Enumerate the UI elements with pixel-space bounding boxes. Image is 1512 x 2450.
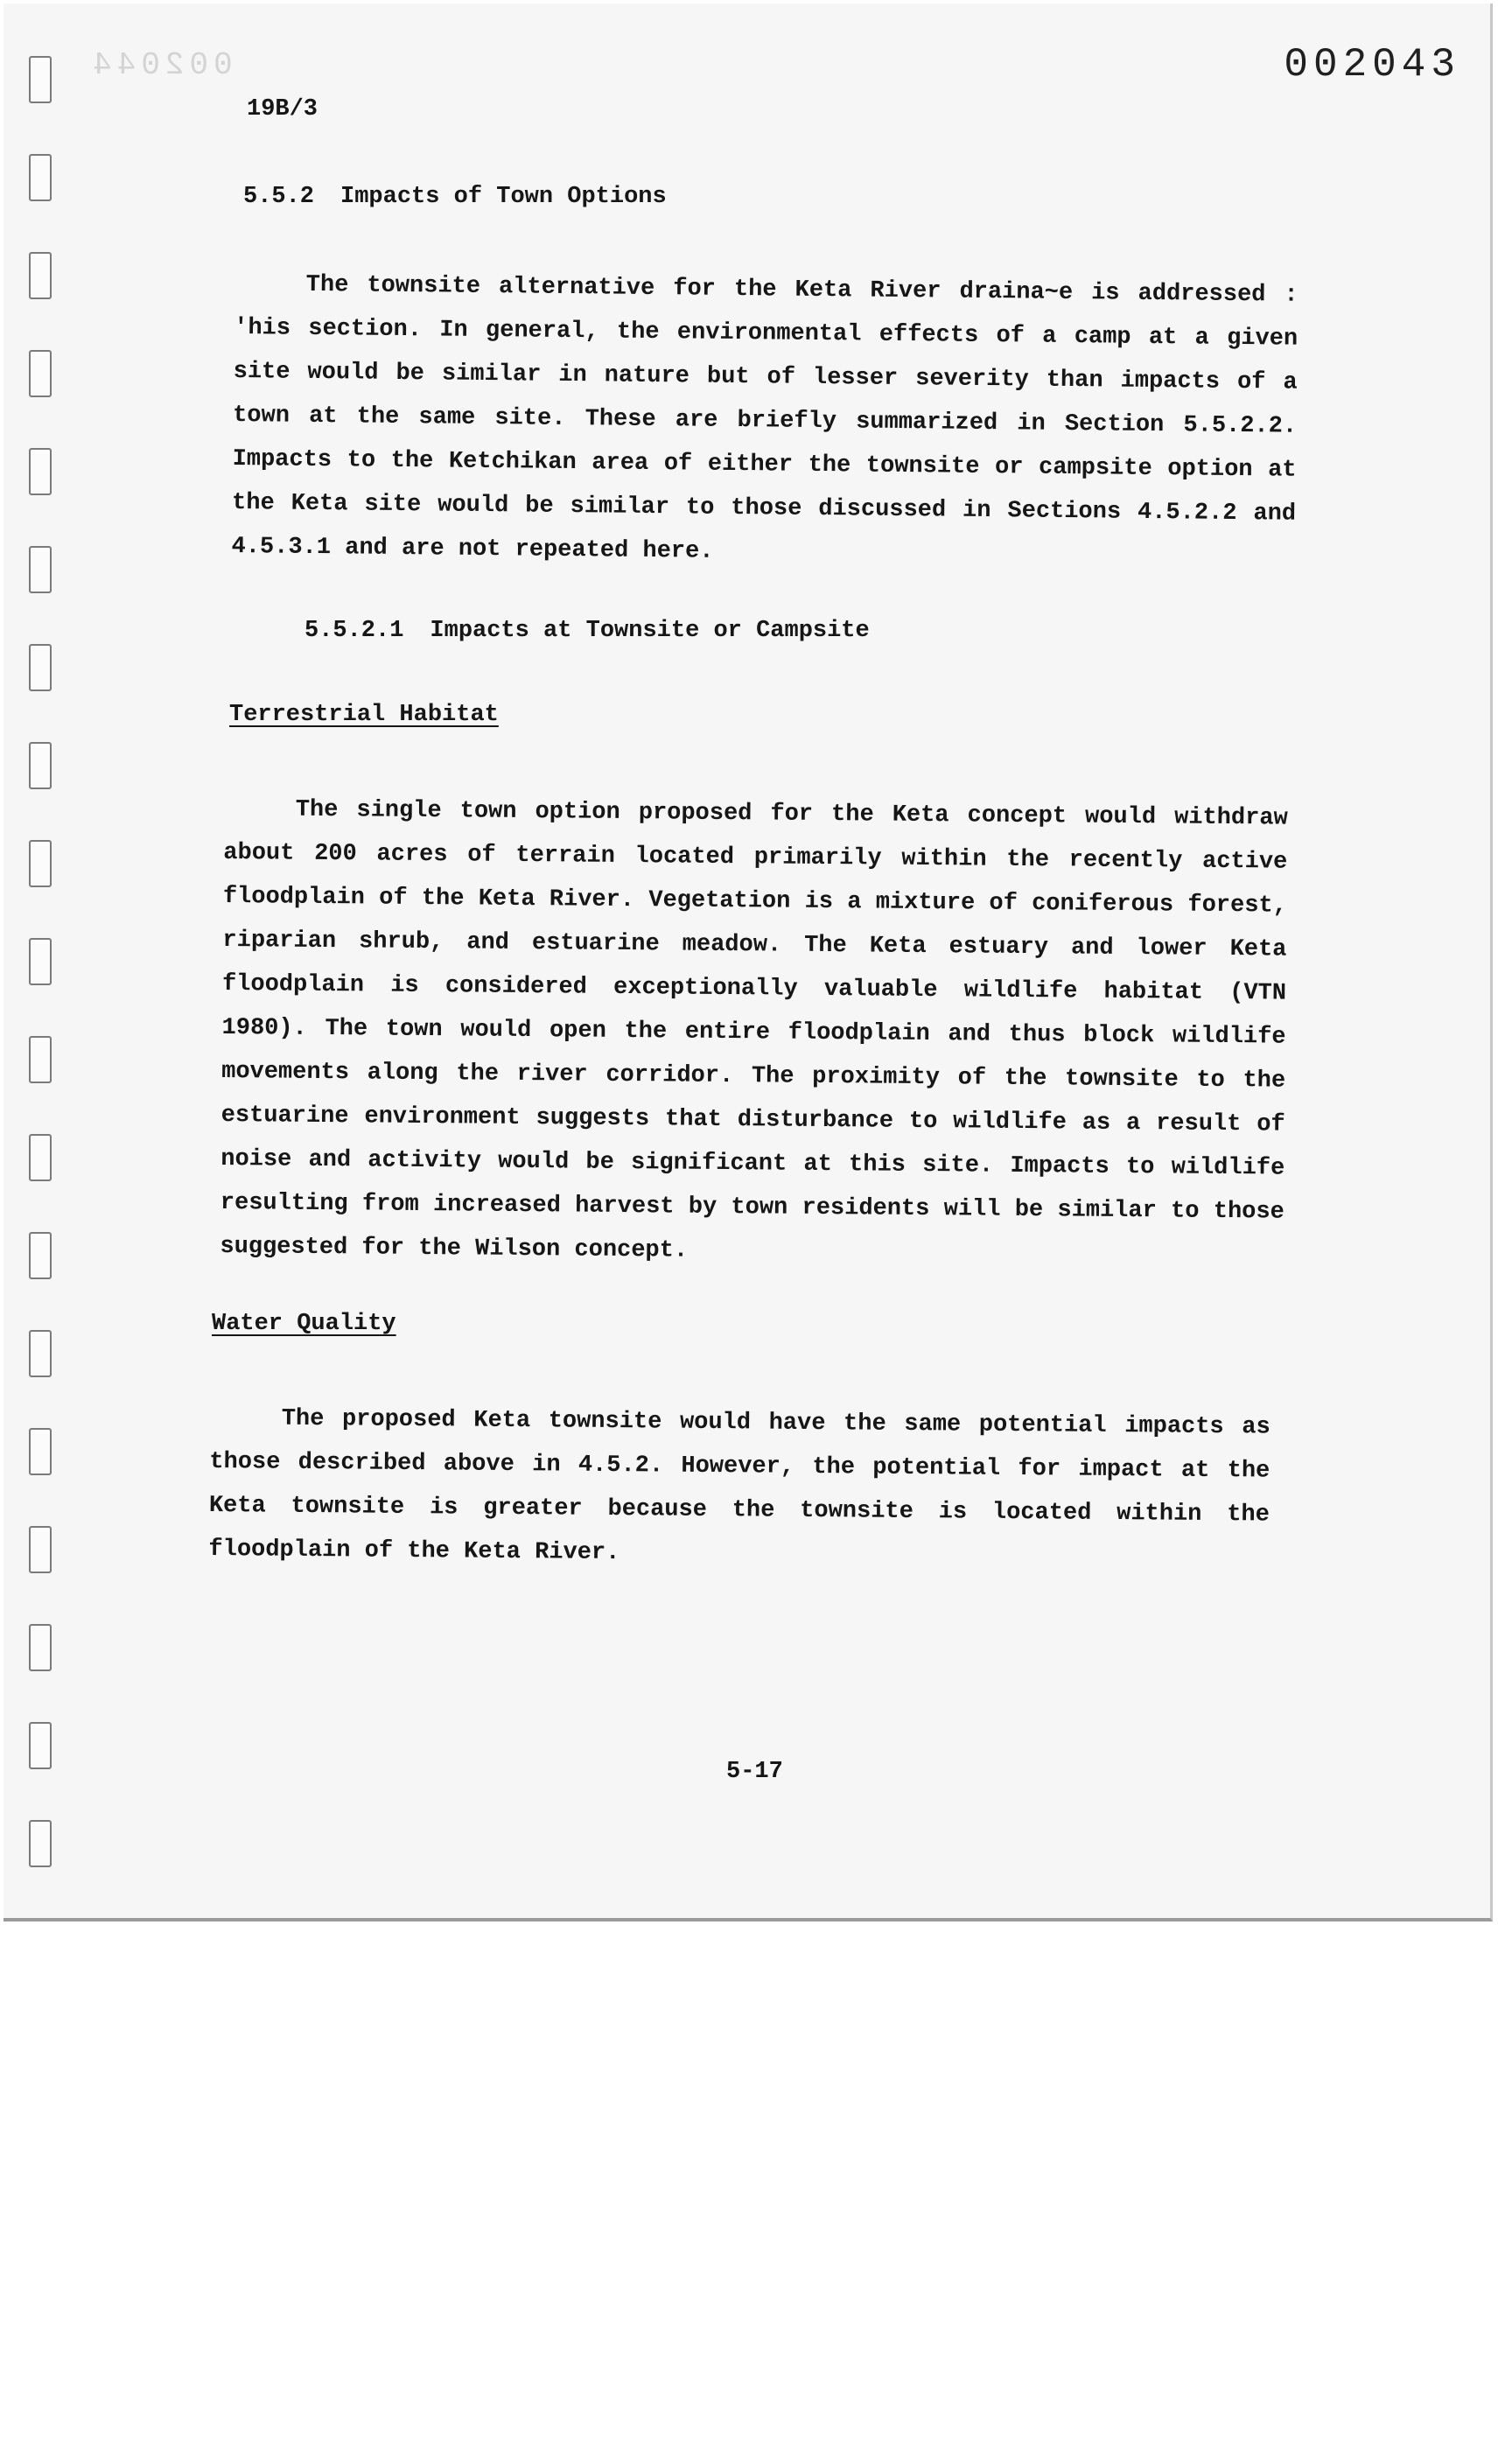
binder-hole (29, 1820, 52, 1867)
binder-hole (29, 644, 52, 691)
binder-hole (29, 840, 52, 887)
page-number-stamp: 002043 (1284, 42, 1460, 88)
document-code: 19B/3 (247, 96, 318, 122)
subsection-number: 5.5.2.1 (304, 618, 404, 644)
intro-text: The townsite alternative for the Keta River draina~e is addressed : 'his section. In general, the environmental effects of a camp at a given site would be similar in nature but of lesser severity than impacts of a town at the same site. These are briefly summarized in Section 5.5.2.2. Impacts to the Ketchikan area of either the townsite or campsite option at the Keta site would be similar to those discussed in Sections 4.5.2.2 and 4.5.3.1 and are not repeated here. (231, 271, 1298, 565)
water-quality-paragraph (208, 1396, 1270, 1581)
terrestrial-habitat-paragraph (220, 788, 1288, 1278)
terrestrial-habitat-heading: Terrestrial Habitat (229, 702, 499, 728)
intro-paragraph (231, 262, 1298, 580)
binder-hole (29, 154, 52, 201)
binder-hole (29, 1722, 52, 1769)
subsection-heading (304, 618, 870, 644)
section-heading (243, 184, 667, 210)
binder-hole (29, 742, 52, 789)
binder-hole (29, 1134, 52, 1181)
binder-hole (29, 1624, 52, 1671)
document-page (4, 4, 1493, 1922)
subsection-title: Impacts at Townsite or Campsite (430, 618, 870, 644)
page-footer-number: 5-17 (726, 1759, 783, 1785)
water-quality-heading: Water Quality (212, 1311, 396, 1337)
binder-hole (29, 350, 52, 397)
binder-hole (29, 1232, 52, 1279)
section-title: Impacts of Town Options (340, 184, 667, 210)
binder-hole (29, 1036, 52, 1083)
binder-holes (29, 56, 53, 1867)
section-number: 5.5.2 (243, 184, 315, 210)
binder-hole (29, 938, 52, 985)
binder-hole (29, 56, 52, 103)
binder-hole (29, 448, 52, 495)
binder-hole (29, 1526, 52, 1573)
binder-hole (29, 1330, 52, 1377)
binder-hole (29, 546, 52, 593)
binder-hole (29, 1428, 52, 1475)
water-quality-text: The proposed Keta townsite would have the same potential impacts as those described above in 4.5.2. However, the potential for impact at the Keta townsite is greater because the townsite is located within the floodplain of the Keta River. (208, 1405, 1270, 1567)
terrestrial-habitat-text: The single town option proposed for the Keta concept would withdraw about 200 acres of terrain located primarily within the recently active floodplain of the Keta River. Vegetation is a mixture of coniferous forest, riparian shrub, and estuarine meadow. The Keta estuary and lower Keta floodplain is considered exceptionally valuable wildlife habitat (VTN 1980). The town would open the entire floodplain and thus block wildlife movements along the river corridor. The proximity of the townsite to the estuarine environment suggests that disturbance to wildlife as a result of noise and activity would be significant at this site. Impacts to wildlife resulting from increased harvest by town residents will be similar to those suggested for the Wilson concept. (220, 796, 1288, 1264)
binder-hole (29, 252, 52, 299)
bleedthrough-page-number: 002044 (88, 47, 233, 83)
